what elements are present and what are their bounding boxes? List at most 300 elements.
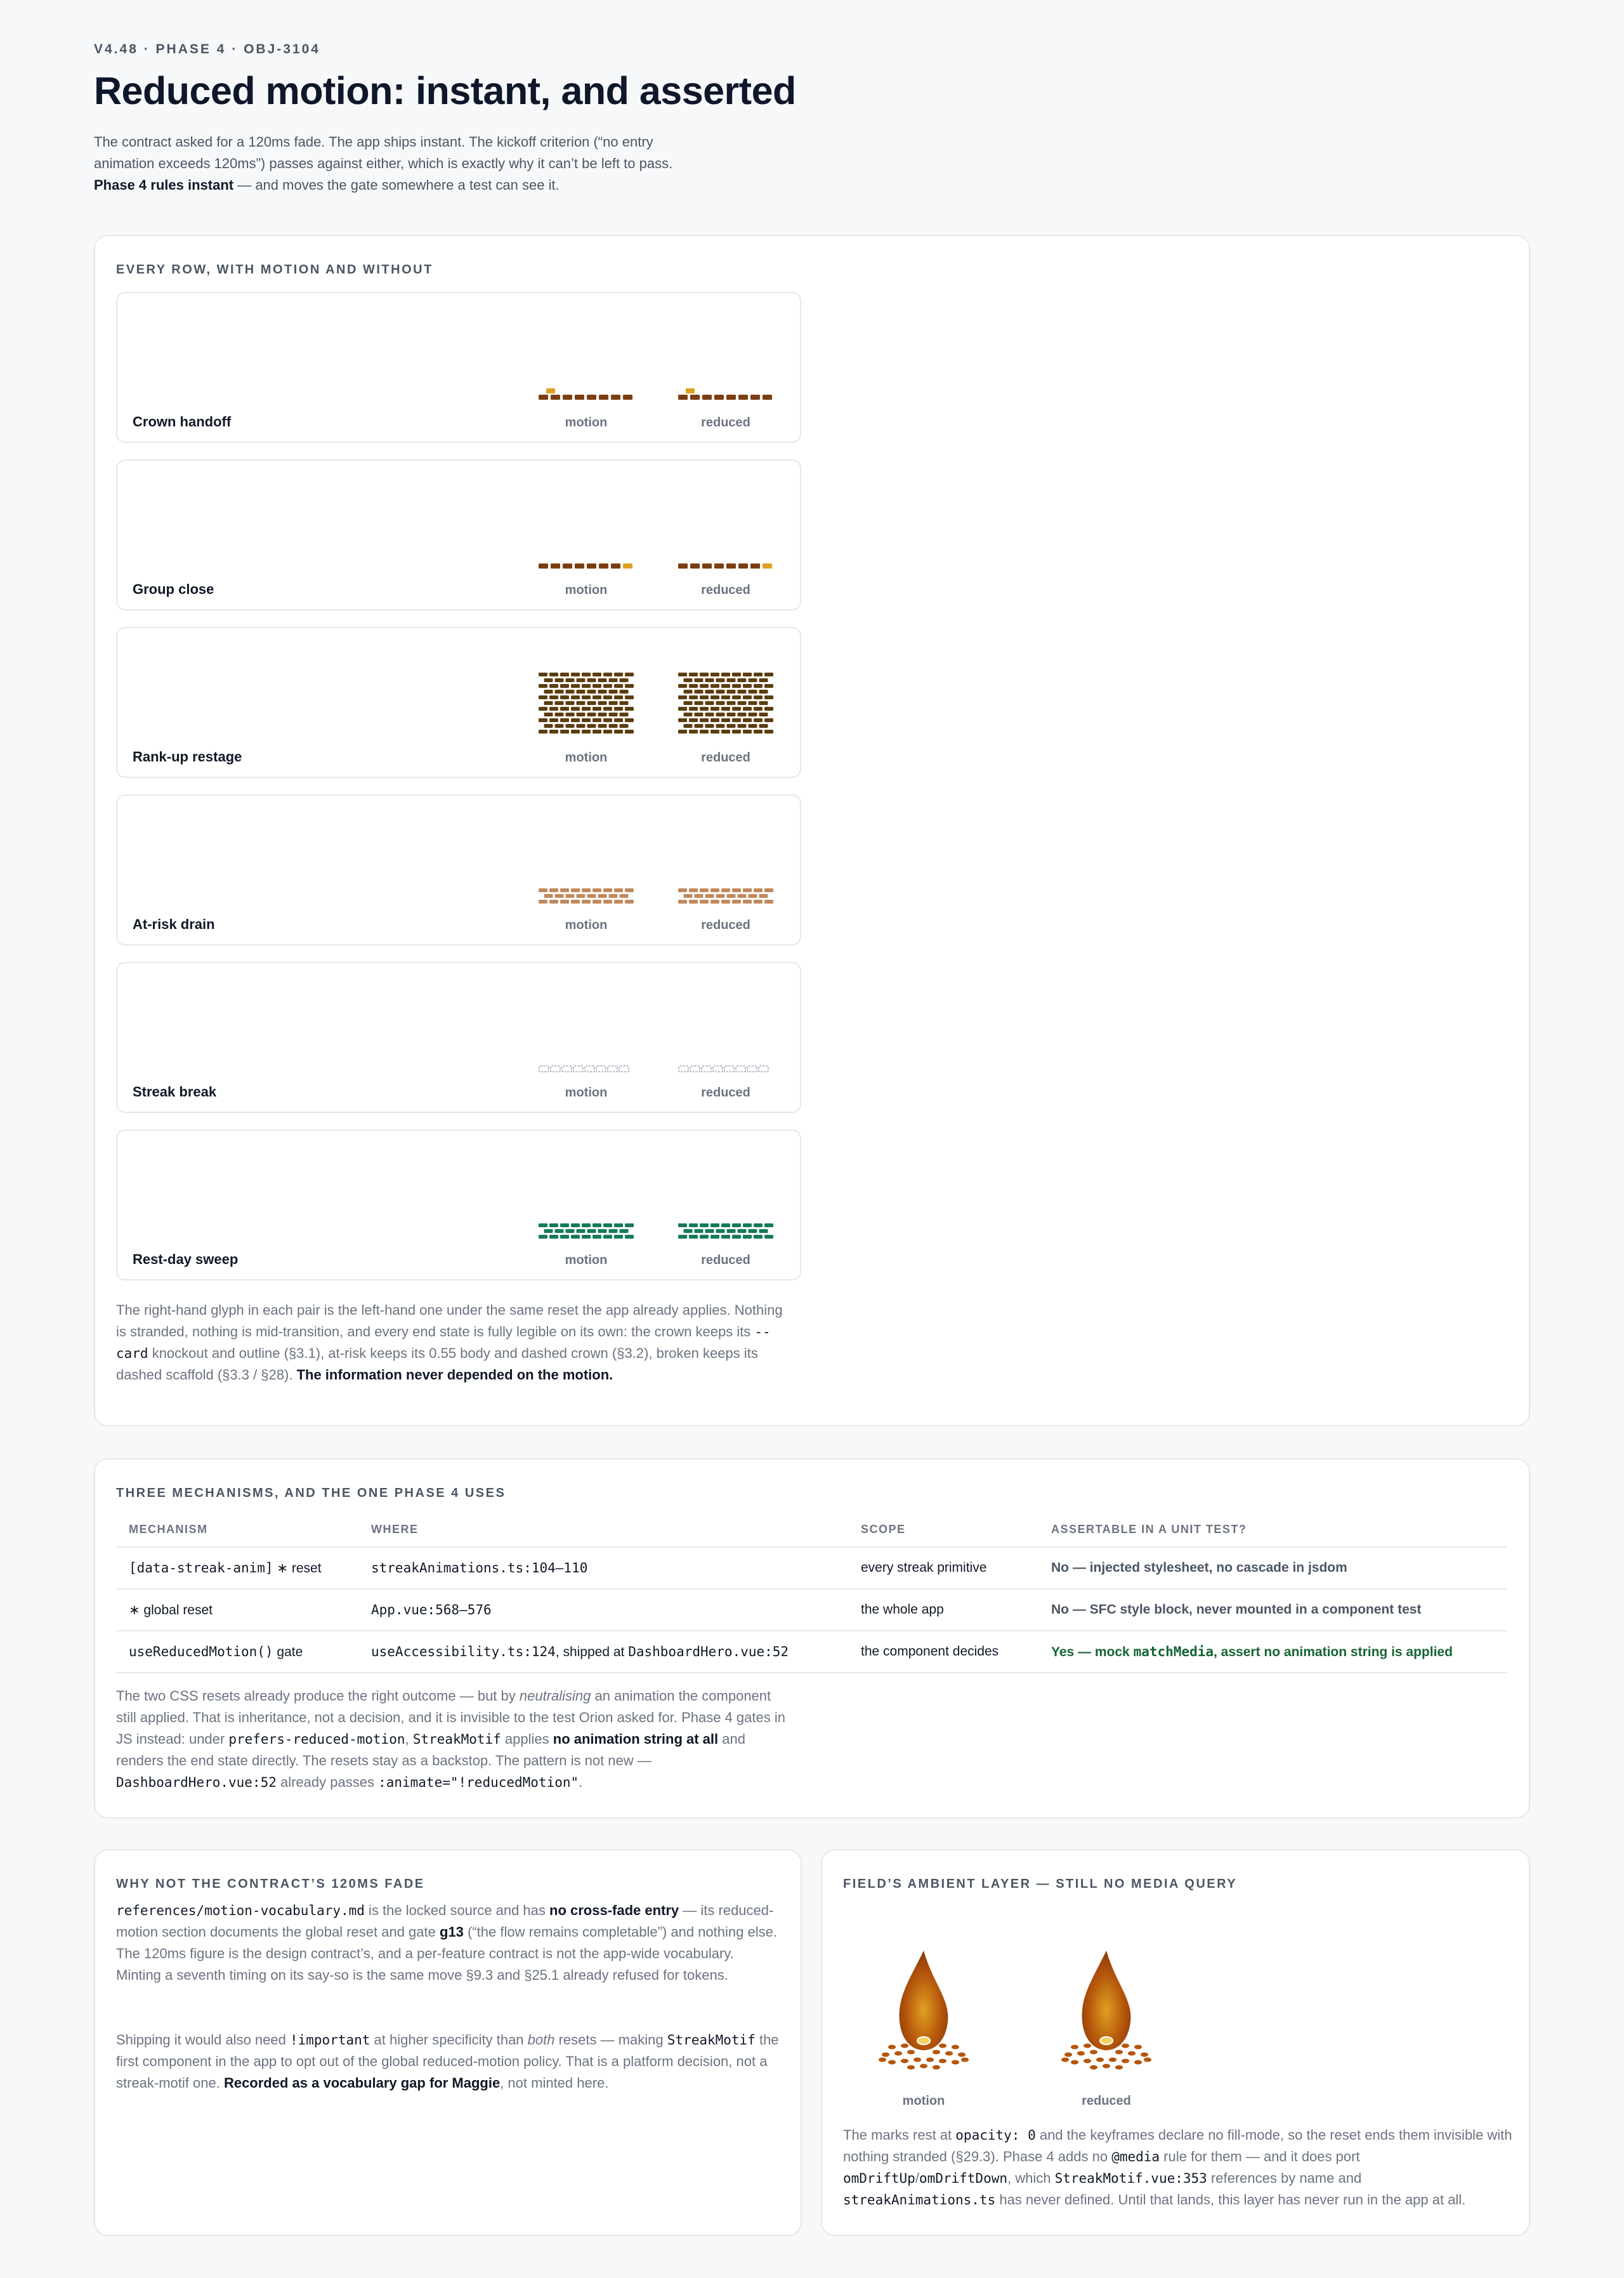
brick bbox=[555, 701, 564, 705]
reduced-label: reduced bbox=[701, 751, 750, 765]
brick bbox=[549, 695, 558, 699]
rows-card bbox=[94, 235, 1530, 1426]
brick bbox=[764, 1235, 773, 1239]
brick bbox=[614, 718, 623, 722]
row-name: Rank-up restage bbox=[133, 749, 242, 765]
rank-up-restage-motion-glyph bbox=[539, 671, 634, 737]
brick bbox=[743, 888, 752, 892]
brick bbox=[700, 684, 709, 688]
ember-dot bbox=[879, 2058, 886, 2062]
brick bbox=[549, 900, 558, 904]
brick bbox=[625, 730, 634, 734]
brick bbox=[749, 690, 757, 694]
ember-dot bbox=[1128, 2051, 1136, 2056]
ember-dot bbox=[1090, 2050, 1097, 2055]
ember-dot bbox=[1122, 2044, 1129, 2048]
at-risk-drain-motion-glyph bbox=[539, 887, 634, 906]
brick bbox=[721, 1235, 730, 1239]
note-code: !important bbox=[289, 2032, 370, 2048]
brick bbox=[759, 713, 768, 716]
brick bbox=[566, 1229, 575, 1233]
row-group-close bbox=[116, 459, 801, 610]
note-text: rule for them — and it does port bbox=[1160, 2149, 1360, 2164]
ember-dot bbox=[952, 2060, 959, 2065]
brick bbox=[614, 730, 623, 734]
mechanisms-heading: THREE MECHANISMS, AND THE ONE PHASE 4 USES bbox=[116, 1486, 506, 1500]
brick bbox=[620, 894, 629, 898]
brick bbox=[689, 707, 698, 711]
row-streak-break bbox=[116, 962, 801, 1113]
note-text: at higher specificity than bbox=[370, 2032, 528, 2048]
brick bbox=[555, 713, 564, 716]
brick bbox=[555, 690, 564, 694]
brick bbox=[549, 707, 558, 711]
note-text: Shipping it would also need bbox=[116, 2032, 290, 2048]
brick bbox=[684, 713, 693, 716]
brick bbox=[743, 707, 752, 711]
brick bbox=[743, 718, 752, 722]
ember-dot bbox=[945, 2051, 953, 2056]
brick bbox=[539, 695, 547, 699]
brick bbox=[539, 730, 547, 734]
note-text: references by name and bbox=[1207, 2170, 1362, 2186]
brick bbox=[678, 718, 687, 722]
brick bbox=[560, 718, 569, 722]
brick bbox=[620, 713, 629, 716]
note-emphasis: both bbox=[527, 2032, 555, 2048]
ember-dot bbox=[926, 2058, 934, 2062]
ember-dot bbox=[1064, 2053, 1072, 2057]
note-code: prefers-reduced-motion bbox=[228, 1732, 405, 1747]
brick bbox=[593, 684, 601, 688]
brick bbox=[598, 724, 607, 728]
crown-handoff-motion-glyph bbox=[539, 387, 634, 402]
note-text: , not minted here. bbox=[500, 2075, 609, 2091]
scope-cell: every streak primitive bbox=[848, 1547, 1038, 1589]
brick bbox=[625, 1235, 634, 1239]
brick bbox=[732, 673, 741, 676]
row-name: Crown handoff bbox=[133, 414, 232, 430]
note-code: StreakMotif bbox=[412, 1732, 501, 1747]
brick bbox=[727, 713, 736, 716]
brick bbox=[566, 690, 575, 694]
brick bbox=[721, 684, 730, 688]
brick bbox=[603, 888, 612, 892]
brick bbox=[695, 690, 704, 694]
note-bold: g13 bbox=[440, 1924, 464, 1940]
brick bbox=[727, 1229, 736, 1233]
note-code: omDriftUp bbox=[843, 2171, 915, 2186]
note-text: resets — making bbox=[554, 2032, 667, 2048]
brick bbox=[754, 730, 763, 734]
group-close-reduced-glyph bbox=[678, 562, 773, 570]
brick bbox=[695, 724, 704, 728]
brick bbox=[689, 718, 698, 722]
brick bbox=[738, 701, 747, 705]
answer-cell bbox=[1038, 1631, 1507, 1673]
brick bbox=[544, 894, 553, 898]
note-bold: no animation string at all bbox=[553, 1731, 719, 1747]
brick bbox=[705, 894, 714, 898]
brick bbox=[732, 684, 741, 688]
brick bbox=[689, 888, 698, 892]
brick bbox=[749, 724, 757, 728]
brick bbox=[603, 673, 612, 676]
brick bbox=[544, 701, 553, 705]
ember-dot bbox=[939, 2044, 946, 2048]
ember-dot bbox=[933, 2065, 940, 2070]
brick bbox=[732, 900, 741, 904]
brick bbox=[582, 1223, 591, 1227]
brick bbox=[577, 701, 586, 705]
answer-cell: No — injected stylesheet, no cascade in jsdom bbox=[1038, 1547, 1507, 1589]
brick bbox=[710, 707, 719, 711]
ember-dot bbox=[961, 2058, 969, 2062]
ember-dot bbox=[1115, 2065, 1123, 2070]
rows-note bbox=[116, 1300, 789, 1386]
brick bbox=[700, 695, 709, 699]
group-close-motion-glyph bbox=[539, 562, 634, 570]
brick bbox=[598, 701, 607, 705]
note-code: StreakMotif bbox=[667, 2032, 756, 2048]
brick bbox=[754, 1223, 763, 1227]
brick bbox=[689, 1235, 698, 1239]
brick bbox=[539, 1223, 547, 1227]
brick bbox=[625, 1223, 634, 1227]
brick bbox=[700, 730, 709, 734]
brick bbox=[598, 690, 607, 694]
why-not-paragraph-2 bbox=[116, 2029, 782, 2094]
brick bbox=[721, 673, 730, 676]
brick bbox=[754, 1235, 763, 1239]
brick bbox=[620, 678, 629, 682]
brick bbox=[582, 707, 591, 711]
note-text: has never defined. Until that lands, this layer has never run in the app at all. bbox=[995, 2192, 1466, 2208]
mechanism-text: ∗ global reset bbox=[129, 1602, 213, 1617]
brick bbox=[743, 1235, 752, 1239]
ember-dot bbox=[907, 2065, 915, 2070]
brick bbox=[603, 1235, 612, 1239]
brick bbox=[609, 690, 618, 694]
where-text: , shipped at bbox=[555, 1644, 629, 1659]
column-header: WHERE bbox=[358, 1523, 848, 1547]
where-cell bbox=[358, 1547, 848, 1589]
brick bbox=[716, 678, 725, 682]
brick bbox=[732, 1223, 741, 1227]
brick bbox=[582, 1235, 591, 1239]
brick bbox=[577, 1229, 586, 1233]
scope-cell: the whole app bbox=[848, 1589, 1038, 1631]
brick bbox=[700, 1235, 709, 1239]
note-bold: The information never depended on the motion. bbox=[296, 1367, 613, 1383]
brick bbox=[539, 684, 547, 688]
brick bbox=[587, 1229, 596, 1233]
brick bbox=[684, 894, 693, 898]
brick bbox=[582, 888, 591, 892]
brick bbox=[678, 900, 687, 904]
brick bbox=[749, 713, 757, 716]
note-code: DashboardHero.vue:52 bbox=[116, 1775, 277, 1790]
brick bbox=[614, 900, 623, 904]
note-code: streakAnimations.ts bbox=[843, 2192, 996, 2208]
brick bbox=[754, 684, 763, 688]
brick bbox=[684, 724, 693, 728]
brick bbox=[609, 701, 618, 705]
brick bbox=[582, 673, 591, 676]
at-risk-drain-reduced-glyph bbox=[678, 887, 773, 906]
brick bbox=[571, 900, 580, 904]
brick bbox=[764, 1223, 773, 1227]
brick bbox=[684, 1229, 693, 1233]
brick bbox=[705, 678, 714, 682]
brick bbox=[732, 718, 741, 722]
ember-dot bbox=[952, 2045, 959, 2050]
flame-motion-glyph bbox=[867, 1946, 981, 2082]
brick bbox=[603, 684, 612, 688]
page-title: Reduced motion: instant, and asserted bbox=[94, 69, 796, 112]
brick bbox=[743, 673, 752, 676]
brick bbox=[727, 894, 736, 898]
note-emphasis: neutralising bbox=[519, 1688, 591, 1704]
brick bbox=[560, 730, 569, 734]
where-cell bbox=[358, 1631, 848, 1673]
ember-dot bbox=[1103, 2064, 1110, 2069]
lede-text: The contract asked for a 120ms fade. The app ships instant. The kickoff criterion (“no entry animation exceeds 120ms”) passes against either, which is exactly why it can’t be left to pass. bbox=[94, 134, 673, 171]
brick bbox=[700, 900, 709, 904]
brick bbox=[695, 894, 704, 898]
brick bbox=[582, 718, 591, 722]
brick bbox=[700, 718, 709, 722]
why-not-card bbox=[94, 1849, 802, 2236]
note-text: , bbox=[405, 1731, 413, 1747]
brick bbox=[727, 701, 736, 705]
flame-core bbox=[917, 2037, 930, 2044]
brick bbox=[738, 894, 747, 898]
brick bbox=[695, 713, 704, 716]
brick bbox=[710, 888, 719, 892]
brick bbox=[566, 713, 575, 716]
flame-body bbox=[900, 1951, 948, 2050]
brick bbox=[705, 724, 714, 728]
brick bbox=[721, 900, 730, 904]
brick bbox=[705, 1229, 714, 1233]
brick bbox=[571, 730, 580, 734]
note-text: knockout and outline (§3.1), at-risk keeps its 0.55 body and dashed crown (§3.2), broken keeps its dashed scaffold (§3.3 / §28). bbox=[116, 1345, 758, 1383]
column-header: ASSERTABLE IN A UNIT TEST? bbox=[1038, 1523, 1507, 1547]
brick bbox=[582, 900, 591, 904]
mechanism-code: useReducedMotion() bbox=[129, 1643, 273, 1659]
brick bbox=[754, 673, 763, 676]
motion-label: motion bbox=[565, 1253, 608, 1267]
brick bbox=[689, 730, 698, 734]
row-rank-up-restage bbox=[116, 627, 801, 778]
note-code: opacity: 0 bbox=[955, 2128, 1036, 2143]
note-text: is the locked source and has bbox=[364, 1902, 549, 1918]
note-code: @media bbox=[1111, 2149, 1160, 2164]
brick bbox=[721, 718, 730, 722]
brick bbox=[738, 690, 747, 694]
motion-label: motion bbox=[565, 751, 608, 765]
brick bbox=[582, 695, 591, 699]
brick bbox=[710, 900, 719, 904]
brick bbox=[593, 695, 601, 699]
brick bbox=[549, 888, 558, 892]
brick bbox=[727, 678, 736, 682]
brick bbox=[738, 678, 747, 682]
brick bbox=[764, 684, 773, 688]
lede bbox=[94, 131, 684, 196]
ember-dot bbox=[920, 2064, 927, 2069]
brick bbox=[710, 730, 719, 734]
row-name: Group close bbox=[133, 581, 214, 597]
brick bbox=[560, 888, 569, 892]
mechanism-cell bbox=[116, 1631, 358, 1673]
brick bbox=[678, 684, 687, 688]
ember-dot bbox=[1084, 2044, 1091, 2048]
brick bbox=[539, 888, 547, 892]
brick bbox=[614, 684, 623, 688]
brick bbox=[721, 695, 730, 699]
ember-dot bbox=[1134, 2045, 1142, 2050]
ember-dot bbox=[1071, 2045, 1078, 2050]
brick bbox=[721, 1223, 730, 1227]
ambient-card bbox=[821, 1849, 1530, 2236]
brick bbox=[678, 888, 687, 892]
note-code: omDriftDown bbox=[919, 2171, 1007, 2186]
note-code: --card bbox=[116, 1324, 771, 1361]
brick bbox=[609, 1229, 618, 1233]
flame-reduced-glyph bbox=[1049, 1946, 1163, 2082]
brick bbox=[598, 678, 607, 682]
brick bbox=[593, 1223, 601, 1227]
note-code: :animate="!reducedMotion" bbox=[378, 1775, 579, 1790]
brick bbox=[593, 673, 601, 676]
brick bbox=[716, 894, 725, 898]
eyebrow: V4.48 · PHASE 4 · OBJ-3104 bbox=[94, 42, 320, 56]
mechanism-cell bbox=[116, 1589, 358, 1631]
brick bbox=[560, 673, 569, 676]
brick bbox=[749, 701, 757, 705]
table-row bbox=[116, 1589, 1507, 1631]
rows-heading: EVERY ROW, WITH MOTION AND WITHOUT bbox=[116, 263, 433, 277]
where-code: App.vue:568–576 bbox=[371, 1602, 492, 1617]
reduced-label: reduced bbox=[701, 416, 750, 430]
brick bbox=[614, 707, 623, 711]
brick bbox=[684, 701, 693, 705]
brick bbox=[614, 695, 623, 699]
reduced-label: reduced bbox=[701, 918, 750, 932]
brick bbox=[684, 690, 693, 694]
brick bbox=[544, 713, 553, 716]
brick bbox=[716, 724, 725, 728]
brick bbox=[544, 724, 553, 728]
ember-dot bbox=[1084, 2059, 1091, 2064]
brick bbox=[625, 718, 634, 722]
brick bbox=[721, 888, 730, 892]
brick bbox=[566, 678, 575, 682]
ember-dot bbox=[1141, 2053, 1148, 2057]
row-rest-day-sweep bbox=[116, 1129, 801, 1281]
ember-dot bbox=[901, 2044, 908, 2048]
brick bbox=[678, 707, 687, 711]
flame-icon bbox=[1049, 1946, 1163, 2079]
brick bbox=[620, 724, 629, 728]
brick bbox=[603, 718, 612, 722]
brick bbox=[614, 673, 623, 676]
crown-handoff-reduced-glyph bbox=[678, 387, 773, 402]
brick bbox=[727, 690, 736, 694]
ember-dot bbox=[933, 2050, 940, 2055]
brick bbox=[566, 894, 575, 898]
brick bbox=[598, 1229, 607, 1233]
brick bbox=[577, 724, 586, 728]
brick bbox=[759, 678, 768, 682]
note-text: / bbox=[915, 2170, 919, 2186]
brick bbox=[764, 695, 773, 699]
rest-day-sweep-reduced-glyph bbox=[678, 1222, 773, 1241]
brick bbox=[571, 673, 580, 676]
ambient-heading: FIELD’S AMBIENT LAYER — STILL NO MEDIA QUERY bbox=[843, 1877, 1238, 1891]
brick bbox=[710, 1235, 719, 1239]
brick bbox=[625, 673, 634, 676]
brick bbox=[710, 1223, 719, 1227]
ember-dot bbox=[888, 2060, 896, 2065]
motion-label: motion bbox=[565, 583, 608, 597]
ember-dot bbox=[1122, 2059, 1129, 2064]
answer-cell: No — SFC style block, never mounted in a component test bbox=[1038, 1589, 1507, 1631]
rest-day-sweep-motion-glyph bbox=[539, 1222, 634, 1241]
brick bbox=[603, 900, 612, 904]
ember-dot bbox=[1071, 2060, 1078, 2065]
brick bbox=[695, 1229, 704, 1233]
why-not-paragraph-1 bbox=[116, 1900, 782, 1986]
brick bbox=[587, 678, 596, 682]
brick bbox=[571, 707, 580, 711]
note-code: StreakMotif.vue:353 bbox=[1054, 2171, 1207, 2186]
brick bbox=[743, 900, 752, 904]
brick bbox=[544, 1229, 553, 1233]
column-header: MECHANISM bbox=[116, 1523, 358, 1547]
brick bbox=[555, 894, 564, 898]
brick bbox=[764, 673, 773, 676]
brick bbox=[539, 900, 547, 904]
brick bbox=[587, 724, 596, 728]
lede-text-end: — and moves the gate somewhere a test can see it. bbox=[233, 177, 560, 193]
brick bbox=[539, 673, 547, 676]
ember-dot bbox=[1109, 2058, 1116, 2062]
brick bbox=[571, 718, 580, 722]
brick bbox=[705, 701, 714, 705]
brick bbox=[689, 684, 698, 688]
brick bbox=[700, 888, 709, 892]
brick bbox=[743, 1223, 752, 1227]
streak-break-reduced-glyph bbox=[678, 1065, 773, 1074]
row-at-risk-drain bbox=[116, 794, 801, 945]
brick bbox=[577, 678, 586, 682]
brick bbox=[555, 678, 564, 682]
mechanisms-note bbox=[116, 1685, 789, 1793]
brick bbox=[625, 707, 634, 711]
ember-dot bbox=[1077, 2051, 1085, 2056]
brick bbox=[759, 690, 768, 694]
brick bbox=[732, 1235, 741, 1239]
brick bbox=[539, 1235, 547, 1239]
brick bbox=[587, 690, 596, 694]
brick bbox=[754, 718, 763, 722]
ember-dot bbox=[914, 2058, 921, 2062]
where-cell bbox=[358, 1589, 848, 1631]
motion-label: motion bbox=[565, 918, 608, 932]
